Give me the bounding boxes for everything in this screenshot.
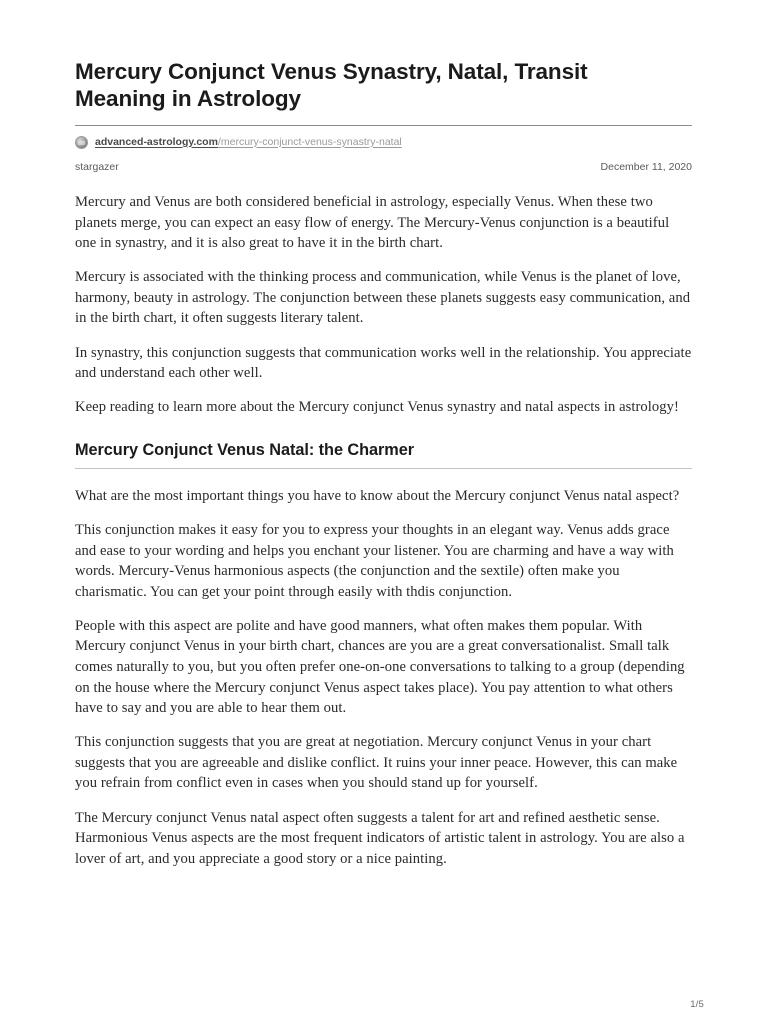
paragraph: Keep reading to learn more about the Mercury conjunct Venus synastry and natal aspects in astrology! xyxy=(75,399,679,416)
paragraph: In synastry, this conjunction suggests that communication works well in the relationship. You appreciate and understand each other well. xyxy=(75,344,692,382)
paragraph: This conjunction suggests that you are great at negotiation. Mercury conjunct Venus in your chart suggests that you are agreeable and dislike conflict. It ruins your inner peace. However, this can make you refrain from conflict even in cases when you should stand up for yourself. xyxy=(75,734,678,792)
source-url-row[interactable] xyxy=(75,134,692,150)
section-heading: Mercury Conjunct Venus Natal: the Charmer xyxy=(75,440,415,459)
page-number-indicator: 1/5 xyxy=(690,999,704,1010)
section-divider xyxy=(75,468,692,469)
byline xyxy=(75,161,692,174)
paragraph: Mercury is associated with the thinking process and communication, while Venus is the planet of love, harmony, beauty in astrology. The conjunction between these planets suggests easy communication, and in the birth chart, it often suggests literary talent. xyxy=(75,269,691,327)
section-header-block xyxy=(75,440,692,469)
source-url-domain[interactable]: advanced-astrology.com xyxy=(95,135,218,148)
globe-favicon-icon xyxy=(75,136,88,149)
source-url-text[interactable] xyxy=(95,136,402,149)
paragraph: The Mercury conjunct Venus natal aspect often suggests a talent for art and refined aesthetic sense. Harmonious Venus aspects are the most frequent indicators of artistic talent in astrology. You are also a lover of art, and you appreciate a good story or a nice painting. xyxy=(75,809,685,867)
source-url-path[interactable]: /mercury-conjunct-venus-synastry-natal xyxy=(217,135,402,148)
byline-date: December 11, 2020 xyxy=(600,161,692,173)
section-body xyxy=(75,486,692,870)
byline-author: stargazer xyxy=(75,161,119,173)
title-divider xyxy=(75,125,692,126)
intro-section xyxy=(75,192,692,418)
paragraph: What are the most important things you have to know about the Mercury conjunct Venus natal aspect? xyxy=(75,487,680,504)
paragraph: This conjunction makes it easy for you to express your thoughts in an elegant way. Venus adds grace and ease to your wording and helps you enchant your listener. You are charming and have a way with words. Mercury-Venus harmonious aspects (the conjunction and the sextile) often make you charismatic. You can get your point through easily with thdis conjunction. xyxy=(75,521,674,600)
paragraph: Mercury and Venus are both considered beneficial in astrology, especially Venus. When these two planets merge, you can expect an easy flow of energy. The Mercury-Venus conjunction is a beautiful one in synastry, and it is also great to have it in the birth chart. xyxy=(75,194,670,252)
article-content xyxy=(75,58,692,869)
paragraph: People with this aspect are polite and have good manners, what often makes them popular. With Mercury conjunct Venus in your birth chart, chances are you are a great conversationalist. Small talk comes naturally to you, but you often prefer one-on-one conversations to talking to a group (depending on the house where the Mercury conjunct Venus aspect takes place). You pay attention to what others have to say and you are able to hear them out. xyxy=(75,617,685,717)
page-title: Mercury Conjunct Venus Synastry, Natal, Transit Meaning in Astrology xyxy=(75,59,588,111)
